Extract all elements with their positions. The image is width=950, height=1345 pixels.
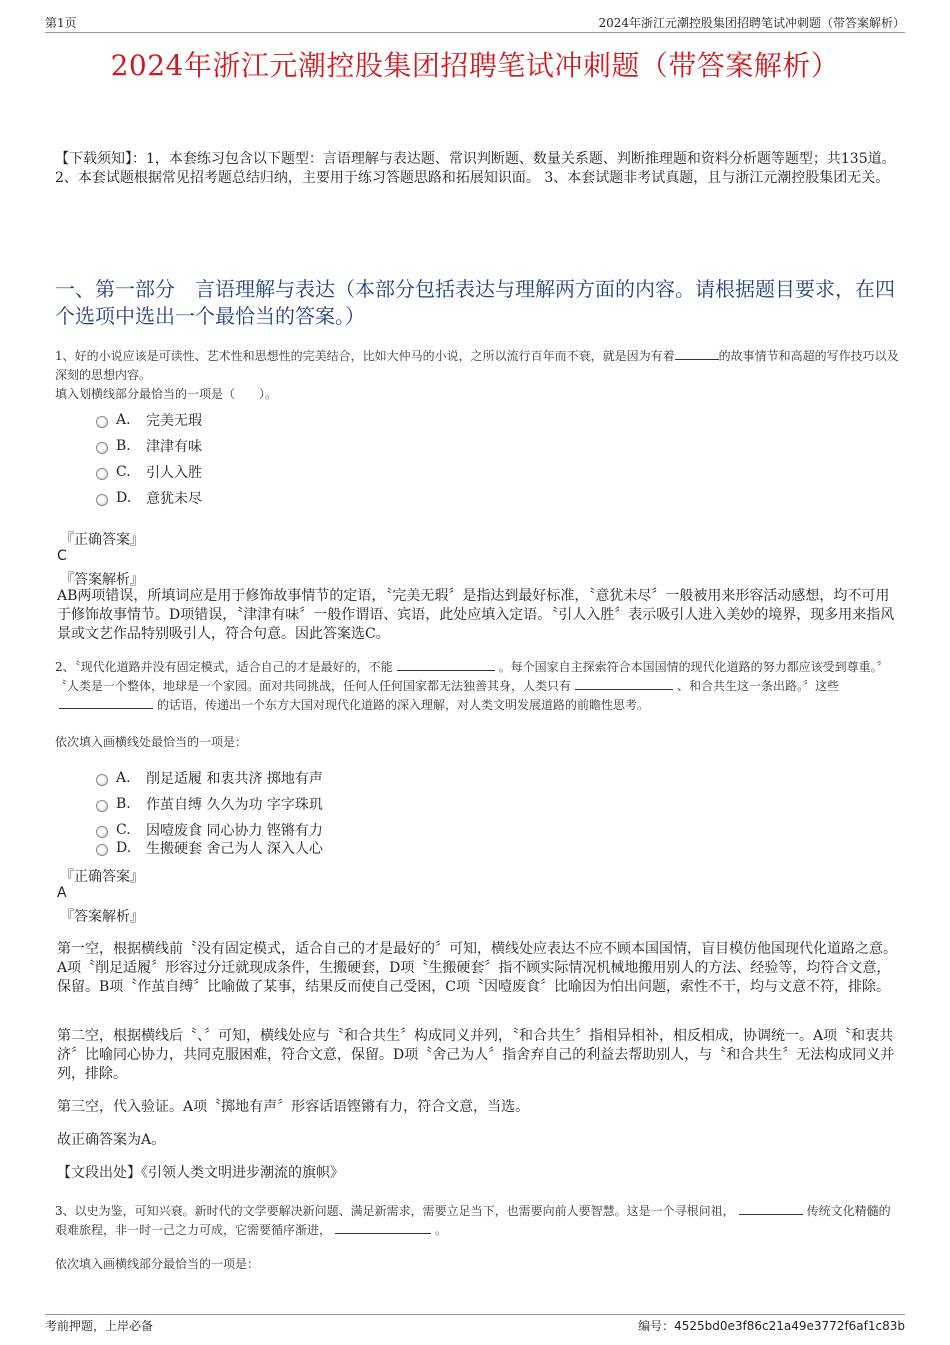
- q1-analysis-label: 『答案解析』: [60, 572, 144, 588]
- q3-stem-part-b: 传统文化精髓的艰难旅程，非一时一己之力可成，它需要循序渐进，: [55, 1204, 891, 1237]
- q2-analysis-label: 『答案解析』: [60, 909, 144, 925]
- q2-stem-part-b: 。每个国家自主探索符合本国国情的现代化道路的努力都应该受到尊重。〞〝人类是一个整体，地球是一个家园。面对共同挑战，任何人任何国家都无法独善其身，人类只有: [55, 660, 889, 693]
- section-heading: 一、第一部分 言语理解与表达（本部分包括表达与理解两方面的内容。请根据题目要求，在四个选项中选出一个最恰当的答案。）: [55, 277, 895, 328]
- option-key: C.: [116, 822, 131, 838]
- q3-stem-part-a: 3、以史为鉴，可知兴衰。新时代的文学要解决新问题、满足新需求，需要立足当下，也需要向前人要智慧。这是一个寻根问祖，: [55, 1204, 735, 1218]
- q2-blank-3: [59, 696, 153, 709]
- page-header: [45, 14, 905, 33]
- q1-option-a[interactable]: [96, 410, 202, 430]
- q2-option-c[interactable]: [96, 820, 323, 840]
- option-key: C.: [116, 464, 131, 480]
- option-key: D.: [116, 840, 132, 856]
- page-footer: [45, 1314, 905, 1334]
- q3-prompt: 依次填入画横线部分最恰当的一项是：: [55, 1257, 260, 1271]
- q2-source: 【文段出处】《引领人类文明进步潮流的旗帜》: [57, 1165, 344, 1181]
- q1-stem-part-b: 的故事情节和高超的写作技巧以及深刻的思想内容。: [55, 349, 899, 382]
- option-text: 意犹未尽: [146, 491, 202, 507]
- option-key: A.: [116, 412, 131, 428]
- option-text: 生搬硬套 舍己为人 深入人心: [146, 841, 323, 857]
- option-text: 完美无瑕: [146, 413, 202, 429]
- download-notice: 【下载须知】：1，本套练习包含以下题型：言语理解与表达题、常识判断题、数量关系题、判断推理题和资料分析题等题型；共135道。 2、本套试题根据常见招考题总结归纳，主要用于练习答题思路和拓展知识面。 3、本套试题非考试真题，且与浙江元潮控股集团无关。: [55, 151, 896, 186]
- radio-icon[interactable]: [96, 844, 108, 856]
- q1-option-c[interactable]: [96, 462, 202, 482]
- q2-analysis-p2: 第二空，根据横线后〝、〞可知，横线处应与〝和合共生〞构成同义并列，〝和合共生〞指相异相补，相反相成，协调统一。A项〝和衷共济〞比喻同心协力，共同克服困难，符合文意，保留。D项〝舍己为人〞指舍弃自己的利益去帮助别人，与〝和合共生〞无法构成同义并列，排除。: [57, 1028, 895, 1082]
- footer-code-value: 4525bd0e3f86c21a49e3772f6af1c83b: [674, 1319, 905, 1333]
- q2-stem-part-c: 、和合共生这一条出路。〞这些: [677, 679, 840, 693]
- option-text: 因噎废食 同心协力 铿锵有力: [146, 823, 323, 839]
- option-text: 削足适履 和衷共济 掷地有声: [146, 771, 323, 787]
- q3-blank-2: [335, 1221, 431, 1234]
- q2-answer: A: [57, 885, 67, 901]
- q2-stem: [55, 658, 900, 715]
- header-doc-title: 2024年浙江元潮控股集团招聘笔试冲刺题（带答案解析）: [598, 16, 905, 30]
- q2-blank-2: [575, 677, 673, 690]
- q1-option-d[interactable]: [96, 488, 202, 508]
- q2-option-a[interactable]: [96, 768, 323, 788]
- q1-option-b[interactable]: [96, 436, 202, 456]
- option-key: A.: [116, 770, 131, 786]
- document-title: 2024年浙江元潮控股集团招聘笔试冲刺题（带答案解析）: [110, 49, 840, 82]
- radio-icon[interactable]: [96, 494, 108, 506]
- option-text: 作茧自缚 久久为功 字字珠玑: [146, 797, 323, 813]
- radio-icon[interactable]: [96, 442, 108, 454]
- q2-analysis-p1: 第一空，根据横线前〝没有固定模式，适合自己的才是最好的〞可知，横线处应表达不应不顾本国国情，盲目模仿他国现代化道路之意。A项〝削足适履〞形容过分迁就现成条件，生搬硬套，D项〝生搬硬套〞指不顾实际情况机械地搬用别人的方法、经验等，均符合文意，保留。B项〝作茧自缚〞比喻做了某事，结果反而使自己受困，C项〝因噎废食〞比喻因为怕出问题，索性不干，均与文意不符，排除。: [57, 941, 897, 995]
- option-text: 引人入胜: [146, 465, 202, 481]
- q3-stem-part-c: 。: [435, 1223, 448, 1237]
- q1-stem: [55, 347, 900, 404]
- q1-analysis: AB两项错误，所填词应是用于修饰故事情节的定语，〝完美无瑕〞是指达到最好标准，〝意犹未尽〞一般被用来形容活动感想，均不可用于修饰故事情节。D项错误，〝津津有味〞一般作谓语、宾语，此处应填入定语。〝引人入胜〞表示吸引人进入美妙的境界，现多用来指风景或文艺作品特别吸引人，符合句意。因此答案选C。: [57, 588, 895, 642]
- q1-answer-label: 『正确答案』: [60, 532, 144, 548]
- q2-option-b[interactable]: [96, 794, 323, 814]
- q1-stem-part-a: 1、好的小说应该是可读性、艺术性和思想性的完美结合，比如大仲马的小说，之所以流行百年而不衰，就是因为有着: [55, 349, 675, 363]
- q3-blank-1: [739, 1202, 803, 1215]
- q2-stem-part-d: 的话语，传递出一个东方大国对现代化道路的深入理解，对人类文明发展道路的前瞻性思考。: [157, 698, 650, 712]
- q2-analysis-p3: 第三空，代入验证。A项〝掷地有声〞形容话语铿锵有力，符合文意，当选。: [57, 1099, 530, 1115]
- footer-code-label: 编号：: [638, 1319, 675, 1333]
- option-key: D.: [116, 490, 132, 506]
- radio-icon[interactable]: [96, 826, 108, 838]
- page-number: 第1页: [45, 16, 77, 30]
- q1-blank: [675, 347, 719, 360]
- q2-analysis-p4: 故正确答案为A。: [57, 1132, 166, 1148]
- q2-blank-1: [397, 658, 495, 671]
- radio-icon[interactable]: [96, 774, 108, 786]
- q2-option-d[interactable]: [96, 838, 323, 858]
- footer-slogan: 考前押题，上岸必备: [45, 1319, 154, 1333]
- q2-answer-label: 『正确答案』: [60, 869, 144, 885]
- radio-icon[interactable]: [96, 416, 108, 428]
- option-key: B.: [116, 438, 131, 454]
- q3-stem: [55, 1202, 900, 1240]
- footer-code: [638, 1317, 905, 1334]
- option-text: 津津有味: [146, 439, 202, 455]
- q2-stem-part-a: 2、〝现代化道路并没有固定模式，适合自己的才是最好的，不能: [55, 660, 393, 674]
- radio-icon[interactable]: [96, 468, 108, 480]
- q2-prompt: 依次填入画横线处最恰当的一项是：: [55, 735, 248, 749]
- q1-answer: C: [57, 548, 67, 564]
- radio-icon[interactable]: [96, 800, 108, 812]
- option-key: B.: [116, 796, 131, 812]
- q1-prompt: 填入划横线部分最恰当的一项是（ ）。: [55, 387, 278, 401]
